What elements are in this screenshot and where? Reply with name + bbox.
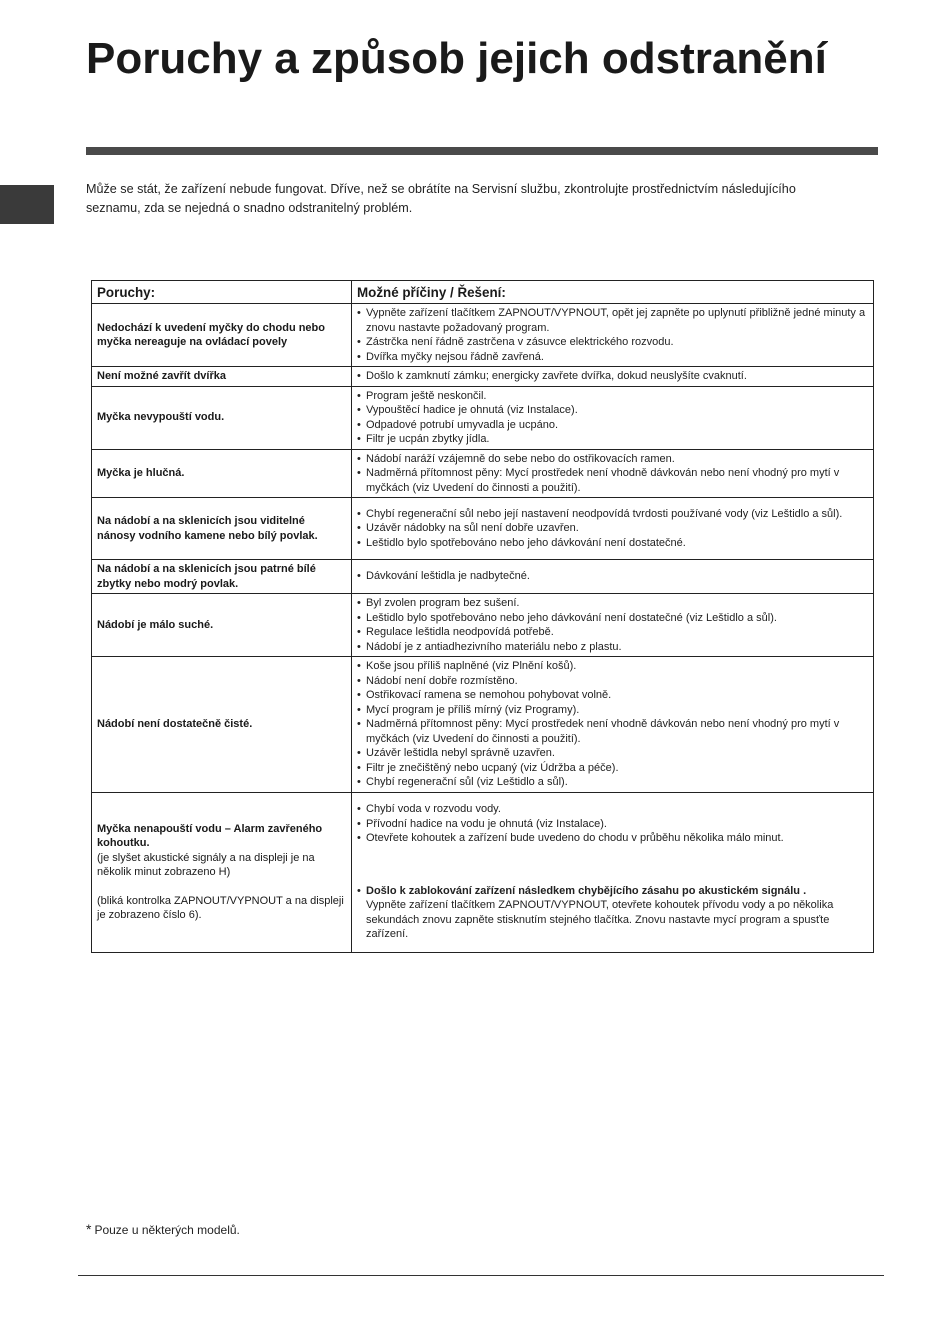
causes-list [357, 659, 868, 790]
fault-cell: Na nádobí a na sklenicích jsou viditelné nánosy vodního kamene nebo bílý povlak. [92, 498, 352, 560]
table-row [92, 449, 874, 498]
fault-title: Myčka nenapouští vodu – Alarm zavřeného kohoutku. [97, 822, 323, 849]
cause-item: • Byl zvolen program bez sušení. [357, 596, 868, 611]
intro-paragraph: Může se stát, že zařízení nebude fungovat. Dříve, než se obrátíte na Servisní službu, zkontrolujte prostřednictvím následujícího seznamu, zda se nejedná o snadno odstranitelný problém. [86, 182, 796, 215]
cause-item: • Leštidlo bylo spotřebováno nebo jeho dávkování není dostatečné. [357, 536, 868, 551]
alarm-heading: Došlo k zablokování zařízení následkem chybějícího zásahu po akustickém signálu . [366, 884, 807, 897]
causes-list [357, 452, 868, 496]
cause-item: • Vypněte zařízení tlačítkem ZAPNOUT/VYPNOUT, opět jej zapněte po uplynutí přibližně jedné minuty a znovu nastavte požadovaný program. [357, 306, 868, 335]
side-tab-marker [0, 185, 54, 224]
fault-cell: Myčka nevypouští vodu. [92, 386, 352, 449]
table-row [92, 367, 874, 387]
table-row [92, 498, 874, 560]
footnote [86, 1221, 240, 1237]
causes-cell [352, 498, 874, 560]
causes-cell [352, 594, 874, 657]
cause-item: • Nadměrná přítomnost pěny: Mycí prostředek není vhodně dávkován nebo není vhodný pro mytí v myčkách (viz Uvedení do činnosti a použití). [357, 466, 868, 495]
cause-item: • Došlo k zamknutí zámku; energicky zavřete dvířka, dokud neuslyšíte cvaknutí. [357, 369, 868, 384]
causes-cell [352, 367, 874, 387]
cause-item: • Uzávěr leštidla nebyl správně uzavřen. [357, 746, 868, 761]
table-row [92, 594, 874, 657]
cause-item: • Program ještě neskončil. [357, 389, 868, 404]
fault-cell: Myčka je hlučná. [92, 449, 352, 498]
cause-item: • Přívodní hadice na vodu je ohnutá (viz Instalace). [357, 817, 868, 832]
causes-list [357, 569, 868, 584]
causes-cell [352, 792, 874, 952]
causes-list [357, 507, 868, 551]
cause-item: • Koše jsou příliš naplněné (viz Plnění košů). [357, 659, 868, 674]
cause-item: • Nádobí naráží vzájemně do sebe nebo do ostřikovacích ramen. [357, 452, 868, 467]
causes-cell [352, 386, 874, 449]
causes-list [357, 802, 868, 942]
bottom-divider [78, 1275, 884, 1276]
cause-item: • Nádobí není dobře rozmístěno. [357, 674, 868, 689]
cause-item: • Mycí program je příliš mírný (viz Programy). [357, 703, 868, 718]
fault-cell: Na nádobí a na sklenicích jsou patrné bílé zbytky nebo modrý povlak. [92, 560, 352, 594]
cause-item: • Ostřikovací ramena se nemohou pohybovat volně. [357, 688, 868, 703]
cause-item: • Otevřete kohoutek a zařízení bude uvedeno do chodu v průběhu několika málo minut. [357, 831, 868, 846]
causes-cell [352, 657, 874, 793]
footnote-text: Pouze u některých modelů. [94, 1223, 240, 1237]
causes-cell [352, 304, 874, 367]
troubleshooting-table [91, 280, 874, 953]
cause-item: • Leštidlo bylo spotřebováno nebo jeho dávkování není dostatečné (viz Leštidlo a sůl). [357, 611, 868, 626]
fault-cell [92, 792, 352, 952]
cause-item: • Nadměrná přítomnost pěny: Mycí prostředek není vhodně dávkován nebo není vhodný pro mytí v myčkách (viz Uvedení do činnosti a použití). [357, 717, 868, 746]
cause-item: • Dávkování leštidla je nadbytečné. [357, 569, 868, 584]
page-title: Poruchy a způsob jejich odstranění [86, 34, 827, 83]
table-row [92, 386, 874, 449]
header-fault: Poruchy: [92, 281, 352, 304]
cause-item: • Filtr je ucpán zbytky jídla. [357, 432, 868, 447]
cause-item: • Chybí voda v rozvodu vody. [357, 802, 868, 817]
cause-item: • Nádobí je z antiadhezivního materiálu nebo z plastu. [357, 640, 868, 655]
fault-note: (bliká kontrolka ZAPNOUT/VYPNOUT a na displeji je zobrazeno číslo 6). [97, 894, 344, 921]
fault-cell: Nádobí je málo suché. [92, 594, 352, 657]
table-row [92, 304, 874, 367]
cause-item: • Chybí regenerační sůl (viz Leštidlo a sůl). [357, 775, 868, 790]
table-row [92, 792, 874, 952]
cause-item: • Chybí regenerační sůl nebo její nastavení neodpovídá tvrdosti používané vody (viz Leštidlo a sůl). [357, 507, 868, 522]
causes-list [357, 369, 868, 384]
causes-list [357, 389, 868, 447]
causes-cell [352, 560, 874, 594]
causes-list [357, 596, 868, 654]
fault-cell: Nádobí není dostatečně čisté. [92, 657, 352, 793]
causes-cell [352, 449, 874, 498]
cause-item: • Zástrčka není řádně zastrčena v zásuvce elektrického rozvodu. [357, 335, 868, 350]
header-causes: Možné příčiny / Řešení: [352, 281, 874, 304]
cause-item: • Vypouštěcí hadice je ohnutá (viz Instalace). [357, 403, 868, 418]
table-header-row [92, 281, 874, 304]
alarm-text: Vypněte zařízení tlačítkem ZAPNOUT/VYPNOUT, otevřete kohoutek přívodu vody a po několika sekundách znovu zapněte stisknutím stejného tlačítka. Znovu nastavte mycí program a spusťte zařízení. [366, 899, 834, 941]
cause-item: • Dvířka myčky nejsou řádně zavřená. [357, 350, 868, 365]
cause-item: • Uzávěr nádobky na sůl není dobře uzavřen. [357, 521, 868, 536]
footnote-asterisk: * [86, 1221, 92, 1237]
table-row [92, 560, 874, 594]
cause-item: • Filtr je znečištěný nebo ucpaný (viz Údržba a péče). [357, 761, 868, 776]
cause-item [357, 884, 868, 942]
cause-item: • Odpadové potrubí umyvadla je ucpáno. [357, 418, 868, 433]
spacer [357, 846, 868, 884]
fault-cell: Nedochází k uvedení myčky do chodu nebo myčka nereaguje na ovládací povely [92, 304, 352, 367]
title-divider [86, 147, 878, 155]
table-row [92, 657, 874, 793]
fault-note: (je slyšet akustické signály a na displeji je na několik minut zobrazeno H) [97, 851, 315, 878]
cause-item: • Regulace leštidla neodpovídá potřebě. [357, 625, 868, 640]
causes-list [357, 306, 868, 364]
fault-cell: Není možné zavřít dvířka [92, 367, 352, 387]
